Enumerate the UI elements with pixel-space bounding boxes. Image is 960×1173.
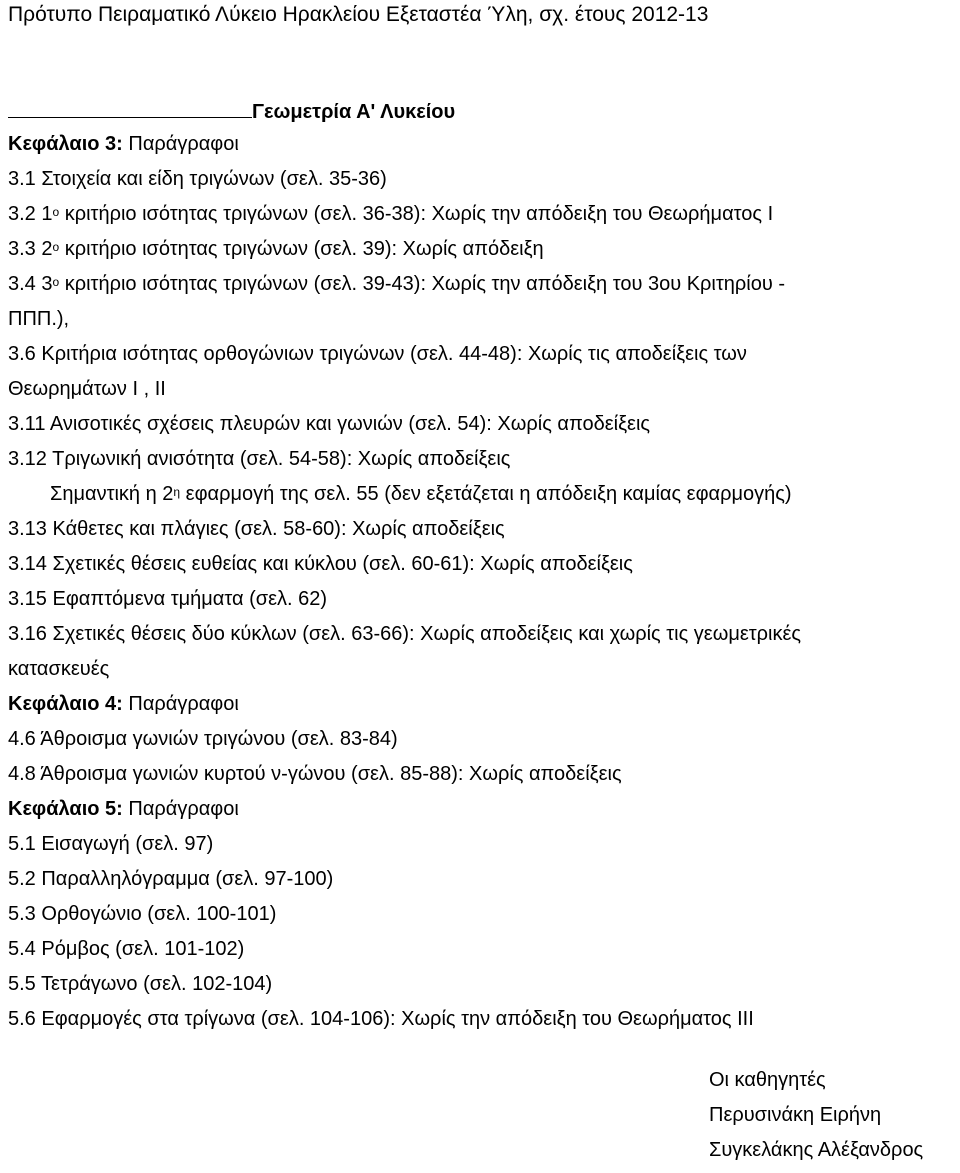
section-3-3 <box>8 236 544 262</box>
title-underline <box>8 97 252 118</box>
section-3-1: 3.1 Στοιχεία και είδη τριγώνων (σελ. 35-36) <box>8 168 387 190</box>
section-3-15: 3.15 Εφαπτόμενα τμήματα (σελ. 62) <box>8 588 328 610</box>
section-3-3-post: κριτήριο ισότητας τριγώνων (σελ. 39): Χωρίς απόδειξη <box>59 238 544 260</box>
section-3-12: 3.12 Τριγωνική ανισότητα (σελ. 54-58): Χωρίς αποδείξεις <box>8 448 511 470</box>
chapter-4-heading <box>8 691 239 717</box>
section-4-6: 4.6 Άθροισμα γωνιών τριγώνου (σελ. 83-84) <box>8 728 398 750</box>
section-3-3-pre: 3.3 2 <box>8 238 53 260</box>
section-5-1: 5.1 Εισαγωγή (σελ. 97) <box>8 833 214 855</box>
section-3-3-sup: ο <box>52 240 60 254</box>
section-3-6-continued: Θεωρημάτων Ι , ΙΙ <box>8 378 166 400</box>
chapter-4-rest: Παράγραφοι <box>122 693 239 715</box>
chapter-5-heading <box>8 796 239 822</box>
section-3-12-note-post: εφαρμογή της σελ. 55 (δεν εξετάζεται η απόδειξη καμίας εφαρμογής) <box>180 483 792 505</box>
section-3-2-sup: ο <box>52 205 60 219</box>
section-3-2-pre: 3.2 1 <box>8 203 53 225</box>
section-3-2 <box>8 201 773 227</box>
section-3-4 <box>8 271 785 297</box>
chapter-3-heading <box>8 131 239 157</box>
chapter-3-rest: Παράγραφοι <box>122 133 239 155</box>
section-3-4-pre: 3.4 3 <box>8 273 53 295</box>
title-text: Γεωμετρία Α' Λυκείου <box>252 101 456 123</box>
section-4-8: 4.8 Άθροισμα γωνιών κυρτού ν-γώνου (σελ. 85-88): Χωρίς αποδείξεις <box>8 763 622 785</box>
signature-teacher-1: Περυσινάκη Ειρήνη <box>709 1104 882 1126</box>
section-3-16: 3.16 Σχετικές θέσεις δύο κύκλων (σελ. 63-66): Χωρίς αποδείξεις και χωρίς τις γεωμετρικές <box>8 623 802 645</box>
section-3-13: 3.13 Κάθετες και πλάγιες (σελ. 58-60): Χωρίς αποδείξεις <box>8 518 505 540</box>
section-5-4: 5.4 Ρόμβος (σελ. 101-102) <box>8 938 245 960</box>
section-3-4-sup: ο <box>52 275 60 289</box>
chapter-5-rest: Παράγραφοι <box>122 798 239 820</box>
section-3-4-continued: ΠΠΠ.), <box>8 308 70 330</box>
section-3-16-continued: κατασκευές <box>8 658 110 680</box>
section-5-2: 5.2 Παραλληλόγραμμα (σελ. 97-100) <box>8 868 334 890</box>
section-5-3: 5.3 Ορθογώνιο (σελ. 100-101) <box>8 903 277 925</box>
signature-teacher-2: Συγκελάκης Αλέξανδρος <box>709 1139 924 1161</box>
document-header: Πρότυπο Πειραματικό Λύκειο Ηρακλείου Εξεταστέα Ύλη, σχ. έτους 2012-13 <box>8 3 709 26</box>
chapter-3-label: Κεφάλαιο 3: <box>8 133 123 155</box>
section-3-2-post: κριτήριο ισότητας τριγώνων (σελ. 36-38): Χωρίς την απόδειξη του Θεωρήματος Ι <box>59 203 774 225</box>
document-title <box>8 97 455 123</box>
section-3-12-note-sup: η <box>173 485 181 499</box>
section-3-14: 3.14 Σχετικές θέσεις ευθείας και κύκλου (σελ. 60-61): Χωρίς αποδείξεις <box>8 553 633 575</box>
signature-label: Οι καθηγητές <box>709 1069 826 1091</box>
section-3-11: 3.11 Ανισοτικές σχέσεις πλευρών και γωνιών (σελ. 54): Χωρίς αποδείξεις <box>8 413 651 435</box>
section-5-6: 5.6 Εφαρμογές στα τρίγωνα (σελ. 104-106): Χωρίς την απόδειξη του Θεωρήματος ΙΙΙ <box>8 1008 754 1030</box>
chapter-4-label: Κεφάλαιο 4: <box>8 693 123 715</box>
section-3-4-post: κριτήριο ισότητας τριγώνων (σελ. 39-43): Χωρίς την απόδειξη του 3ου Κριτηρίου - <box>59 273 785 295</box>
section-5-5: 5.5 Τετράγωνο (σελ. 102-104) <box>8 973 273 995</box>
section-3-6: 3.6 Κριτήρια ισότητας ορθογώνιων τριγώνων (σελ. 44-48): Χωρίς τις αποδείξεις των <box>8 343 747 365</box>
section-3-12-note-pre: Σημαντική η 2 <box>50 483 174 505</box>
chapter-5-label: Κεφάλαιο 5: <box>8 798 123 820</box>
section-3-12-note <box>50 481 792 507</box>
